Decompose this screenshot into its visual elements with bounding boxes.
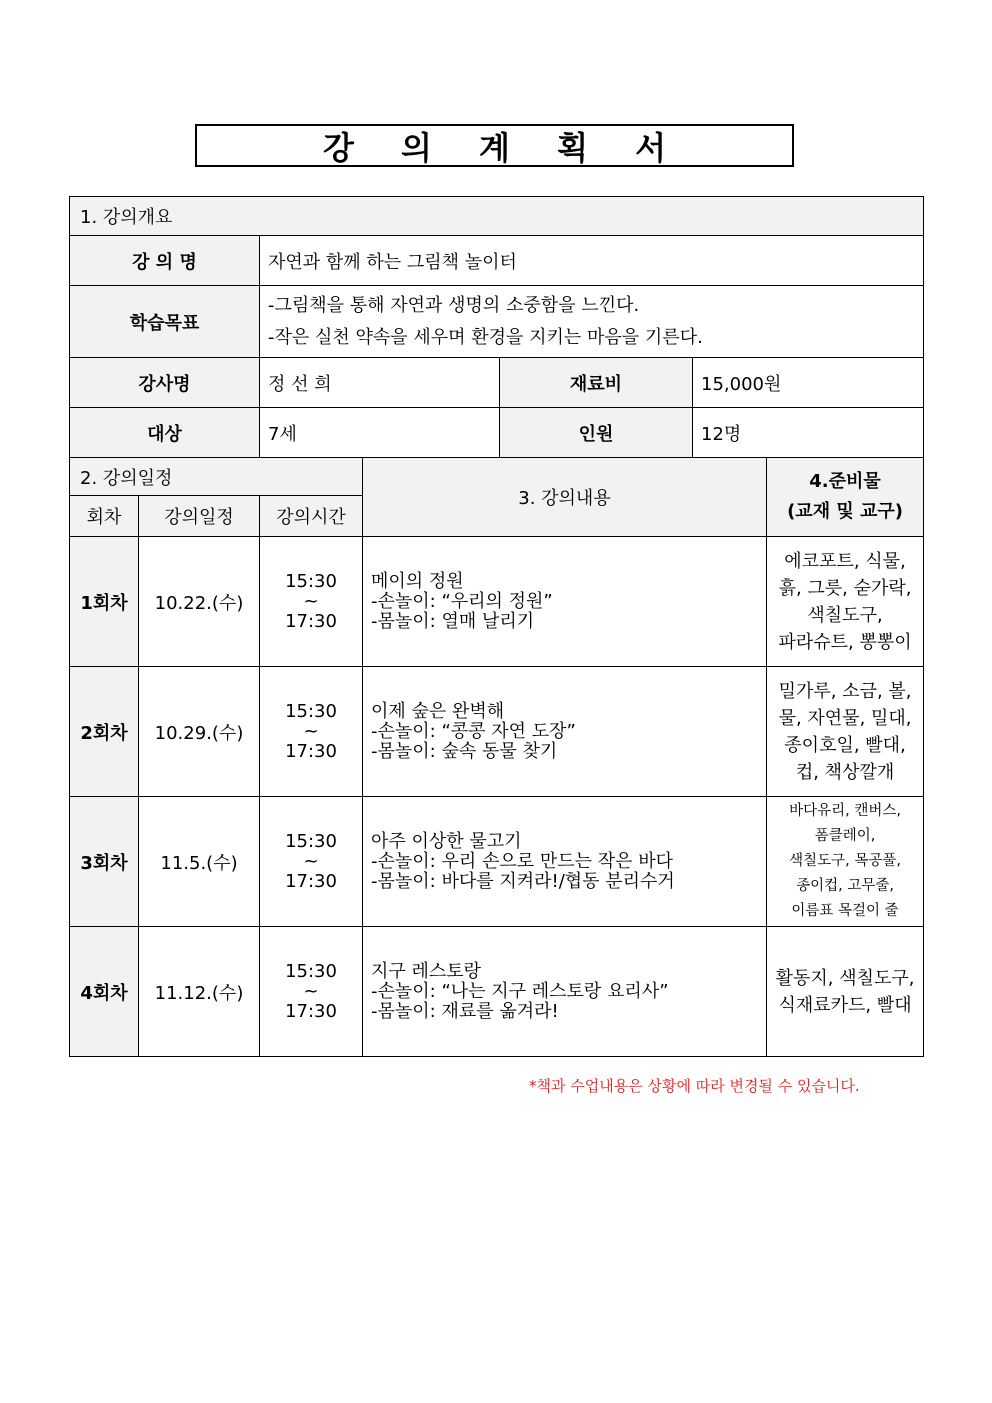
session-time [260, 667, 363, 797]
session-content [363, 537, 767, 667]
goal-label: 학습목표 [70, 286, 260, 358]
session-materials [767, 797, 924, 927]
material-line: 종이호일, 빨대, [784, 734, 906, 756]
session-number: 4회차 [70, 927, 139, 1057]
session-materials [767, 667, 924, 797]
fee-label: 재료비 [500, 358, 693, 408]
time-start: 15:30 [285, 960, 337, 982]
time-sep: ~ [303, 720, 319, 742]
table-row [70, 927, 924, 1057]
material-line: 종이컵, 고무줄, [796, 878, 894, 894]
time-end: 17:30 [285, 870, 337, 892]
material-line: 컵, 책상깔개 [795, 761, 895, 783]
target-label: 대상 [70, 408, 260, 458]
session-materials [767, 537, 924, 667]
content-line: 이제 숲은 완벽해 [371, 700, 505, 722]
col-date-header: 강의일정 [139, 496, 260, 537]
time-end: 17:30 [285, 1000, 337, 1022]
session-number: 1회차 [70, 537, 139, 667]
lecture-plan-table [69, 196, 924, 1057]
content-line: 아주 이상한 물고기 [371, 830, 522, 852]
content-line: -손놀이: “우리의 정원” [371, 590, 553, 612]
material-line: 파라슈트, 뽕뽕이 [778, 631, 912, 653]
content-line: 지구 레스토랑 [371, 960, 482, 982]
session-number: 2회차 [70, 667, 139, 797]
material-line: 폼클레이, [814, 828, 876, 844]
time-end: 17:30 [285, 740, 337, 762]
session-materials [767, 927, 924, 1057]
content-line: -몸놀이: 열매 날리기 [371, 610, 535, 632]
time-start: 15:30 [285, 830, 337, 852]
overview-heading-row [70, 197, 924, 236]
material-line: 식재료카드, 빨대 [778, 994, 912, 1016]
schedule-heading-row [70, 458, 924, 496]
table-row [70, 667, 924, 797]
col-time-header: 강의시간 [260, 496, 363, 537]
session-time [260, 927, 363, 1057]
session-time [260, 537, 363, 667]
material-line: 에코포트, 식물, [784, 550, 906, 572]
session-content [363, 667, 767, 797]
material-line: 색칠도구, 목공풀, [789, 853, 901, 869]
table-row [70, 797, 924, 927]
course-name-row [70, 236, 924, 286]
content-line: -몸놀이: 재료를 옮겨라! [371, 1000, 559, 1022]
target-row [70, 408, 924, 458]
time-start: 15:30 [285, 570, 337, 592]
materials-heading-line: (교재 및 교구) [787, 501, 904, 522]
material-line: 이름표 목걸이 줄 [791, 903, 899, 919]
content-line: -몸놀이: 숲속 동물 찾기 [371, 740, 558, 762]
session-date: 10.22.(수) [139, 537, 260, 667]
page-title: 강 의 계 획 서 [195, 124, 794, 167]
instructor-row [70, 358, 924, 408]
material-line: 색칠도구, [807, 604, 883, 626]
materials-heading [767, 458, 924, 537]
instructor-value: 정 선 희 [260, 358, 500, 408]
time-sep: ~ [303, 980, 319, 1002]
time-sep: ~ [303, 850, 319, 872]
content-line: -손놀이: “나는 지구 레스토랑 요리사” [371, 980, 669, 1002]
session-time [260, 797, 363, 927]
content-heading: 3. 강의내용 [363, 458, 767, 537]
material-line: 바다유리, 캔버스, [789, 803, 901, 819]
instructor-label: 강사명 [70, 358, 260, 408]
content-line: 메이의 정원 [371, 570, 464, 592]
overview-heading: 1. 강의개요 [70, 197, 924, 236]
time-start: 15:30 [285, 700, 337, 722]
table-row [70, 537, 924, 667]
materials-heading-line: 4.준비물 [809, 471, 881, 492]
course-name-value: 자연과 함께 하는 그림책 놀이터 [260, 236, 924, 286]
session-date: 10.29.(수) [139, 667, 260, 797]
content-line: -손놀이: “콩콩 자연 도장” [371, 720, 576, 742]
goal-row [70, 286, 924, 358]
session-date: 11.5.(수) [139, 797, 260, 927]
goal-value [260, 286, 924, 358]
session-content [363, 797, 767, 927]
material-line: 흙, 그릇, 숟가락, [778, 577, 912, 599]
content-line: -손놀이: 우리 손으로 만드는 작은 바다 [371, 850, 673, 872]
goal-line: -그림책을 통해 자연과 생명의 소중함을 느낀다. [268, 294, 640, 316]
material-line: 밀가루, 소금, 볼, [778, 680, 912, 702]
time-end: 17:30 [285, 610, 337, 632]
goal-line: -작은 실천 약속을 세우며 환경을 지키는 마음을 기른다. [268, 326, 703, 348]
session-number: 3회차 [70, 797, 139, 927]
col-session-header: 회차 [70, 496, 139, 537]
target-value: 7세 [260, 408, 500, 458]
time-sep: ~ [303, 590, 319, 612]
session-date: 11.12.(수) [139, 927, 260, 1057]
change-notice: *책과 수업내용은 상황에 따라 변경될 수 있습니다. [529, 1077, 860, 1095]
count-value: 12명 [693, 408, 924, 458]
session-content [363, 927, 767, 1057]
course-name-label: 강 의 명 [70, 236, 260, 286]
count-label: 인원 [500, 408, 693, 458]
material-line: 활동지, 색칠도구, [775, 967, 915, 989]
fee-value: 15,000원 [693, 358, 924, 408]
material-line: 물, 자연물, 밀대, [778, 707, 912, 729]
schedule-heading: 2. 강의일정 [70, 458, 363, 496]
content-line: -몸놀이: 바다를 지켜라!/협동 분리수거 [371, 870, 675, 892]
